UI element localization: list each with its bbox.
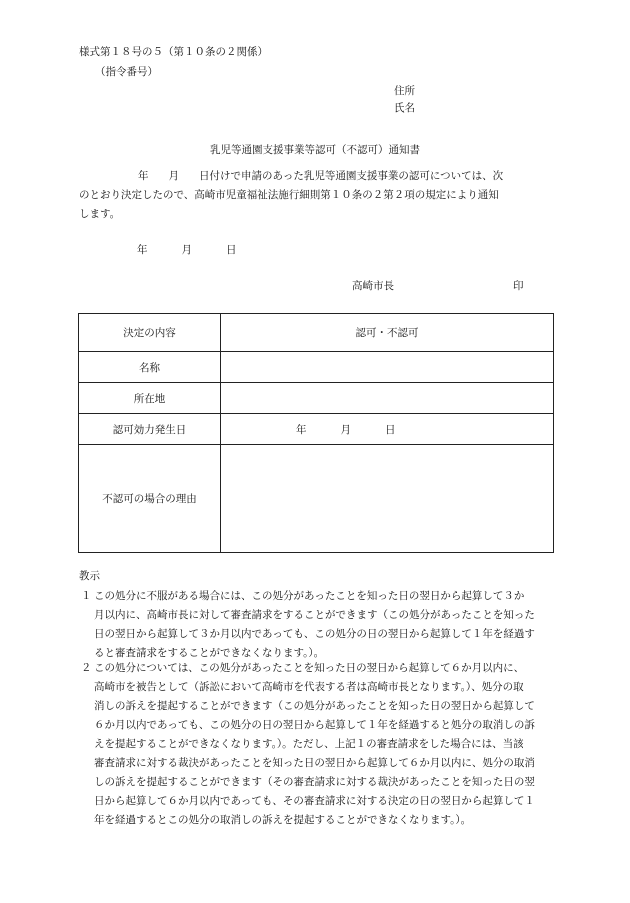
table-row [79, 352, 554, 383]
effective-date-month: 月 [340, 423, 351, 436]
notice-item-2-line: えを提起することができなくなります。）。ただし、上記１の審査請求をした場合には、当該 [94, 738, 524, 750]
body-line-1-rest: 日付けで申請のあった乳児等通園支援事業の認可については、次 [199, 170, 504, 182]
notice-item-2 [79, 659, 557, 830]
seal-mark: 印 [513, 280, 524, 292]
body-month: 月 [168, 170, 179, 182]
notice-item-2-line: 審査請求に対する裁決があったことを知った日の翌日から起算して６か月以内に、処分の取消 [94, 757, 535, 769]
table-row [79, 414, 554, 445]
row-label-rejection-reason: 不認可の場合の理由 [79, 445, 221, 553]
address-label: 住所 [394, 85, 415, 97]
notice-item-2-line: 消しの訴えを提起することができます（この処分があったことを知った日の翌日から起算して [94, 700, 535, 712]
row-value-rejection-reason[interactable] [221, 445, 554, 553]
row-value-name[interactable] [221, 352, 554, 383]
body-line-2: のとおり決定したので、高崎市児童福祉法施行細則第１０条の２第２項の規定により通知 [79, 189, 499, 201]
notice-item-1-line: 月以内に、高崎市長に対して審査請求をすることができます（この処分があったことを知った [94, 609, 535, 621]
body-year: 年 [138, 170, 149, 182]
effective-date-year: 年 [296, 423, 307, 436]
body-paragraph [79, 167, 551, 224]
issue-date-year: 年 [137, 244, 148, 256]
notice-heading: 教示 [79, 570, 100, 582]
form-number: 様式第１８号の５（第１０条の２関係） [79, 46, 268, 58]
row-value-effective-date[interactable] [221, 414, 554, 445]
row-label-effective-date: 認可効力発生日 [79, 414, 221, 445]
document-title: 乳児等通園支援事業等認可（不認可）通知書 [210, 144, 420, 156]
table-row [79, 383, 554, 414]
notice-item-2-number: ２ [81, 662, 92, 674]
issue-date-month: 月 [181, 244, 192, 256]
issue-date [137, 245, 237, 256]
notice-item-2-line: しの訴えを提起することができます（その審査請求に対する裁決があったことを知った日の翌 [94, 776, 535, 788]
row-label-name: 名称 [79, 352, 221, 383]
row-value-decision: 認可・不認可 [221, 314, 554, 352]
row-value-location[interactable] [221, 383, 554, 414]
notice-item-1 [79, 587, 557, 663]
row-label-location: 所在地 [79, 383, 221, 414]
notice-item-1-number: １ [81, 590, 92, 602]
notice-item-2-line: 年を経過するとこの処分の取消しの訴えを提起することができなくなります。）。 [94, 814, 472, 826]
effective-date-day: 日 [385, 423, 396, 436]
decision-table [78, 313, 554, 553]
row-label-decision: 決定の内容 [79, 314, 221, 352]
notice-item-1-line: 日の翌日から起算して３か月以内であっても、この処分の日の翌日から起算して１年を経過す [94, 628, 535, 640]
notice-item-2-line: この処分については、この処分があったことを知った日の翌日から起算して６か月以内に、 [94, 662, 525, 674]
notice-item-2-line: 日から起算して６か月以内であっても、その審査請求に対する決定の日の翌日から起算して１ [94, 795, 535, 807]
table-row [79, 445, 554, 553]
table-row [79, 314, 554, 352]
notice-item-2-line: ６か月以内であっても、この処分の日の翌日から起算して１年を経過すると処分の取消しの訴 [94, 719, 535, 731]
notice-item-2-line: 高崎市を被告として（訴訟において高崎市を代表する者は高崎市長となります。）、処分の取 [94, 681, 524, 693]
name-label: 氏名 [394, 102, 415, 114]
notice-item-1-line: ると審査請求をすることができなくなります。）。 [94, 647, 325, 659]
issuer-title: 高崎市長 [352, 280, 394, 292]
notice-item-1-line: この処分に不服がある場合には、この処分があったことを知った日の翌日から起算して３か [94, 590, 525, 602]
body-line-3: します。 [79, 208, 121, 220]
issue-date-day: 日 [226, 244, 237, 256]
body-line-1 [79, 167, 551, 186]
directive-number: （指令番号） [95, 66, 158, 78]
